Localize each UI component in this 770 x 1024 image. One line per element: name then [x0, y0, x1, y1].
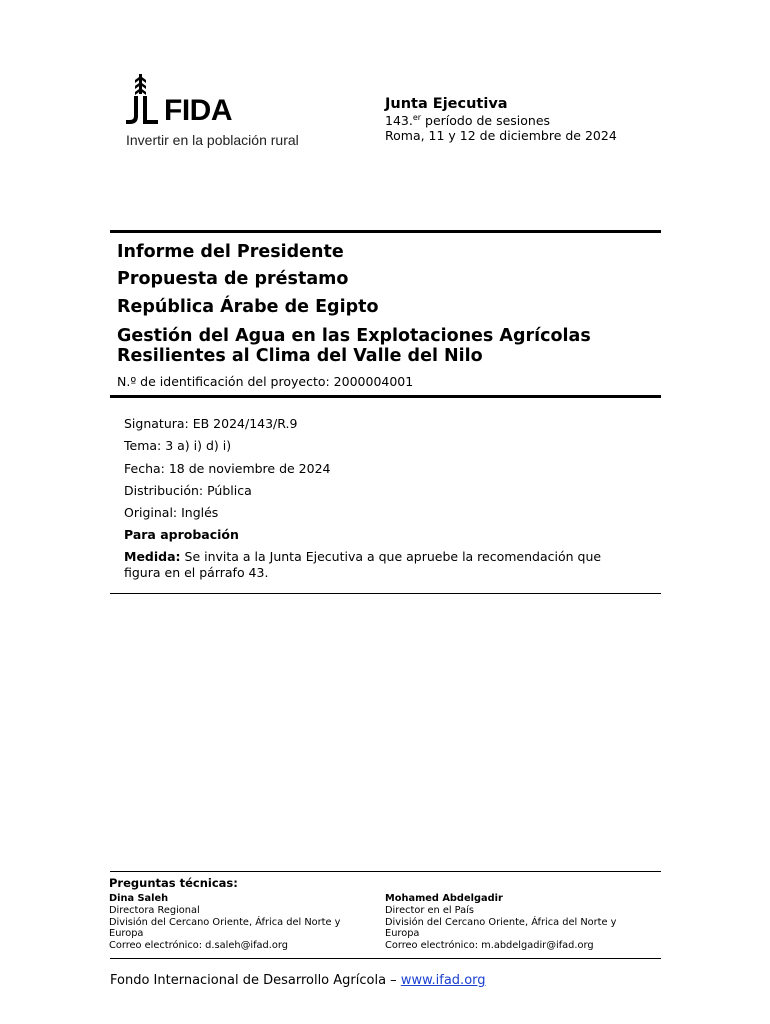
contact-left — [109, 893, 364, 952]
contact-role: Directora Regional — [109, 904, 200, 916]
action-text: Se invita a la Junta Ejecutiva a que apruebe la recomendación que figura en el párrafo 43. — [124, 549, 602, 580]
ifad-logo — [124, 72, 324, 152]
original-language: Original: Inglés — [124, 505, 219, 520]
footer — [110, 973, 486, 988]
contact-division: División del Cercano Oriente, África del Norte y Europa — [385, 916, 617, 940]
contact-name: Dina Saleh — [109, 893, 169, 904]
contact-email: Correo electrónico: m.abdelgadir@ifad.org — [385, 940, 594, 952]
project-title-line2: Resilientes al Clima del Valle del Nilo — [117, 346, 483, 366]
topic: Tema: 3 a) i) d) i) — [124, 438, 232, 453]
approval-label: Para aprobación — [124, 527, 239, 542]
ifad-website-link[interactable]: www.ifad.org — [400, 973, 486, 988]
project-title-line1: Gestión del Agua en las Explotaciones Agrícolas — [117, 326, 591, 346]
contact-division: División del Cercano Oriente, África del Norte y Europa — [109, 916, 341, 940]
contacts-title: Preguntas técnicas: — [109, 876, 238, 890]
report-title: Informe del Presidente — [117, 242, 344, 262]
contact-role: Director en el País — [385, 904, 474, 916]
wheat-logo-icon — [124, 72, 162, 128]
logo-wordmark: FIDA — [164, 94, 232, 127]
board-title: Junta Ejecutiva — [385, 96, 508, 112]
top-divider — [110, 230, 661, 233]
action-label: Medida: — [124, 549, 181, 564]
proposal-title: Propuesta de préstamo — [117, 269, 349, 289]
logo-tagline: Invertir en la población rural — [126, 132, 299, 148]
date: Fecha: 18 de noviembre de 2024 — [124, 461, 331, 476]
distribution: Distribución: Pública — [124, 483, 252, 498]
mid-divider — [110, 395, 661, 398]
contact-right — [385, 893, 640, 952]
board-header — [385, 95, 617, 143]
country-title: República Árabe de Egipto — [117, 297, 379, 317]
contact-email: Correo electrónico: d.saleh@ifad.org — [109, 940, 288, 952]
location-date: Roma, 11 y 12 de diciembre de 2024 — [385, 128, 617, 143]
contacts-divider — [110, 871, 661, 872]
footer-divider — [110, 958, 661, 959]
footer-text: Fondo Internacional de Desarrollo Agrícola – — [110, 973, 401, 988]
project-id: N.º de identificación del proyecto: 2000004001 — [117, 374, 414, 389]
action-paragraph — [124, 549, 634, 581]
signature: Signatura: EB 2024/143/R.9 — [124, 416, 298, 431]
session-line: 143.$^{er}$ período de sesiones — [385, 113, 551, 128]
meta-divider — [110, 593, 661, 594]
contact-name: Mohamed Abdelgadir — [385, 893, 503, 904]
